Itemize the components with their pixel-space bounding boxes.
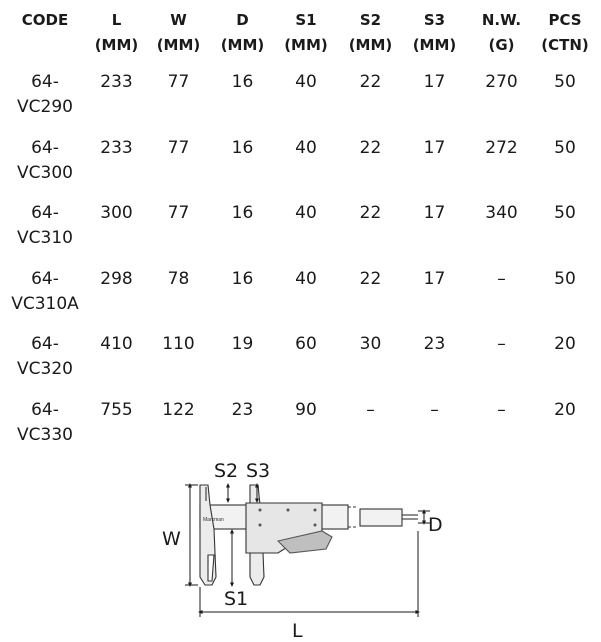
table-row: [0, 201, 596, 267]
cell-s1: 40: [295, 268, 317, 289]
header-w: W (MM): [156, 11, 201, 54]
cell-pcs: 50: [554, 72, 576, 92]
cell-l: 410: [100, 334, 133, 354]
cell-d: 16: [231, 203, 254, 223]
cell-nw: –: [497, 399, 506, 420]
label-w: W: [162, 528, 181, 550]
cell-pcs: 50: [554, 137, 576, 158]
cell-s3: 17: [423, 268, 446, 289]
cell-nw: 272: [485, 137, 518, 158]
cell-s2: –: [366, 399, 375, 420]
cell-code: 64- VC290: [17, 72, 73, 117]
cell-s2: 22: [359, 268, 382, 289]
cell-pcs: 50: [554, 203, 576, 223]
cell-l: 755: [100, 399, 133, 420]
header-s3: S3 (MM): [412, 11, 457, 54]
label-s2: S2: [214, 460, 239, 482]
cell-d: 16: [231, 268, 254, 289]
label-d: D: [428, 514, 443, 536]
cell-s3: –: [430, 399, 439, 420]
cell-s3: 17: [423, 203, 446, 223]
cell-d: 16: [231, 72, 254, 92]
cell-code: 64- VC310: [17, 203, 73, 248]
caliper-drawing: [150, 455, 450, 642]
cell-s2: 22: [359, 203, 382, 223]
cell-s3: 17: [423, 137, 446, 158]
cell-pcs: 20: [554, 334, 576, 354]
caliper-diagram: [150, 455, 450, 642]
table-row: [0, 267, 596, 333]
table-row: [0, 70, 596, 136]
cell-d: 16: [231, 137, 254, 158]
cell-nw: 270: [485, 72, 518, 92]
cell-s1: 60: [295, 334, 317, 354]
cell-code: 64- VC300: [17, 137, 73, 183]
cell-pcs: 50: [554, 268, 576, 289]
cell-s3: 23: [423, 334, 446, 354]
table-row: [0, 332, 596, 398]
cell-s3: 17: [423, 72, 446, 92]
cell-l: 300: [100, 203, 133, 223]
cell-w: 122: [162, 399, 195, 420]
depth-rod: [360, 509, 402, 526]
cell-w: 110: [162, 334, 195, 354]
cell-d: 23: [231, 399, 254, 420]
label-s3: S3: [246, 460, 271, 482]
header-d: D (MM): [220, 11, 265, 54]
cell-pcs: 20: [554, 399, 576, 420]
cell-l: 233: [100, 137, 133, 158]
header-l: L (MM): [94, 11, 139, 54]
cell-w: 77: [167, 72, 190, 92]
header-s1: S1 (MM): [284, 11, 328, 54]
cell-nw: –: [497, 334, 506, 354]
cell-l: 233: [100, 72, 133, 92]
label-l: L: [292, 620, 303, 642]
table-row: [0, 136, 596, 202]
label-s1: S1: [224, 588, 249, 610]
cell-d: 19: [231, 334, 254, 354]
cell-s1: 40: [295, 72, 317, 92]
cell-s1: 40: [295, 137, 317, 158]
table-row: [0, 398, 596, 464]
header-s2: S2 (MM): [348, 11, 393, 54]
cell-code: 64- VC310A: [11, 268, 79, 314]
cell-w: 77: [167, 203, 190, 223]
cell-nw: 340: [485, 203, 518, 223]
cell-s2: 30: [359, 334, 382, 354]
cell-s2: 22: [359, 72, 382, 92]
header-pcs: PCS (CTN): [541, 11, 589, 54]
cell-code: 64- VC320: [17, 334, 73, 379]
cell-code: 64- VC330: [17, 399, 73, 445]
cell-w: 78: [167, 268, 190, 289]
spec-table: [0, 8, 596, 463]
cell-l: 298: [100, 268, 133, 289]
brand-logo: Marxman: [203, 517, 224, 523]
header-code: CODE: [21, 11, 69, 29]
cell-w: 77: [167, 137, 190, 158]
cell-s2: 22: [359, 137, 382, 158]
header-nw: N.W. (G): [481, 11, 522, 54]
cell-s1: 40: [295, 203, 317, 223]
table-header-row: [0, 8, 596, 70]
cell-s1: 90: [295, 399, 317, 420]
cell-nw: –: [497, 268, 506, 289]
